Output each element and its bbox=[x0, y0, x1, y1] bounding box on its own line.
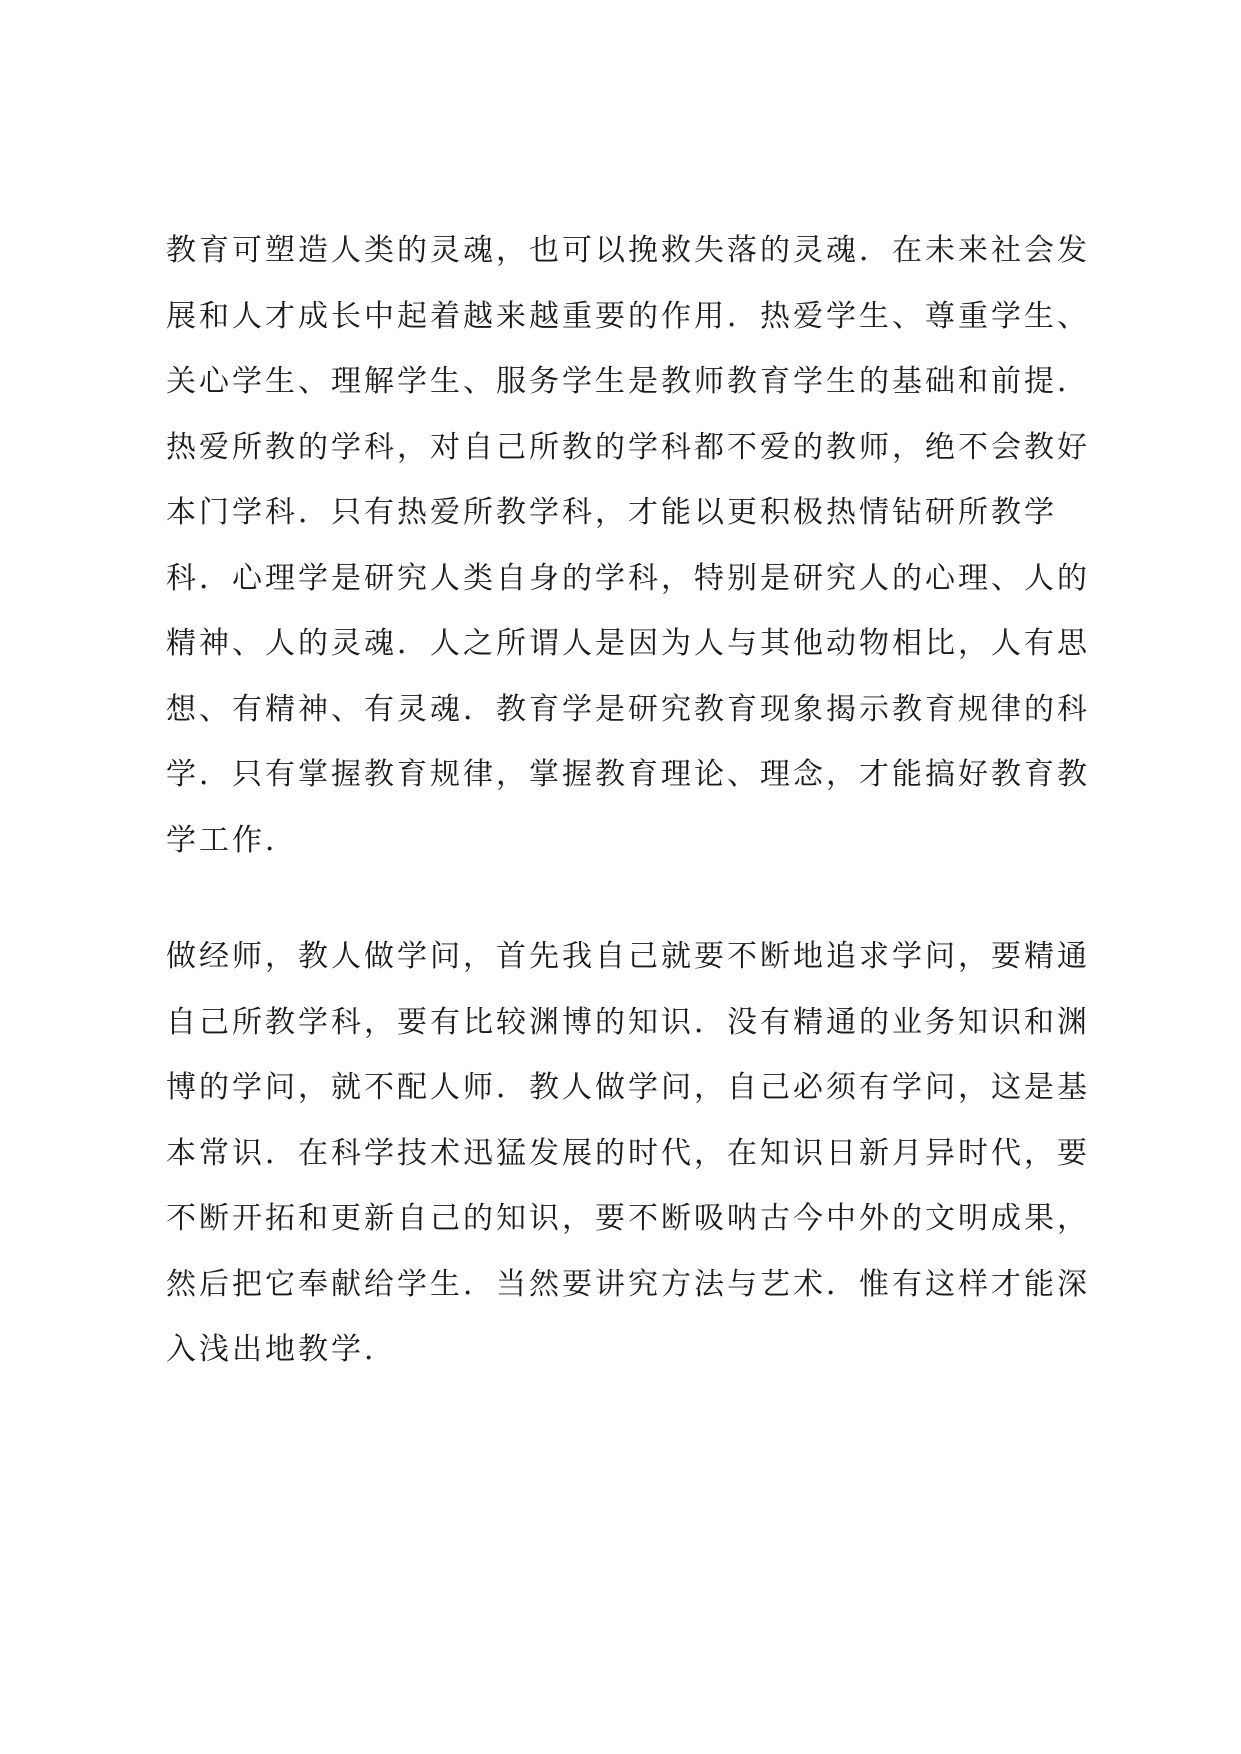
text-line: 科．心理学是研究人类自身的学科，特别是研究人的心理、人的 bbox=[166, 560, 1090, 596]
text-line: 不断开拓和更新自己的知识，要不断吸呐古今中外的文明成果， bbox=[166, 1201, 1090, 1236]
paragraph bbox=[166, 218, 1096, 873]
text-line: 热爱所教的学科，对自己所教的学科都不爱的教师，绝不会教好 bbox=[166, 429, 1090, 465]
text-line: 博的学问，就不配人师．教人做学问，自己必须有学问，这是基 bbox=[166, 1070, 1090, 1105]
text-line: 然后把它奉献给学生．当然要讲究方法与艺术．惟有这样才能深 bbox=[166, 1266, 1090, 1302]
text-line: 关心学生、理解学生、服务学生是教师教育学生的基础和前提． bbox=[166, 364, 1090, 399]
text-line: 精神、人的灵魂．人之所谓人是因为人与其他动物相比，人有思 bbox=[166, 626, 1090, 661]
text-line: 展和人才成长中起着越来越重要的作用．热爱学生、尊重学生、 bbox=[166, 298, 1090, 334]
text-line: 本常识．在科学技术迅猛发展的时代，在知识日新月异时代，要 bbox=[166, 1135, 1090, 1171]
paragraph bbox=[166, 924, 1096, 1383]
text-line: 学．只有掌握教育规律，掌握教育理论、理念，才能搞好教育教 bbox=[166, 757, 1090, 792]
text-line: 本门学科．只有热爱所教学科，才能以更积极热情钻研所教学 bbox=[166, 495, 1057, 530]
text-line: 自己所教学科，要有比较渊博的知识．没有精通的业务知识和渊 bbox=[166, 1004, 1090, 1040]
text-line: 入浅出地教学． bbox=[166, 1332, 397, 1367]
text-line: 做经师，教人做学问，首先我自己就要不断地追求学问，要精通 bbox=[166, 939, 1090, 974]
text-line: 教育可塑造人类的灵魂，也可以挽救失落的灵魂．在未来社会发 bbox=[166, 233, 1090, 268]
text-line: 想、有精神、有灵魂．教育学是研究教育现象揭示教育规律的科 bbox=[166, 691, 1090, 727]
text-line: 学工作． bbox=[166, 822, 298, 858]
